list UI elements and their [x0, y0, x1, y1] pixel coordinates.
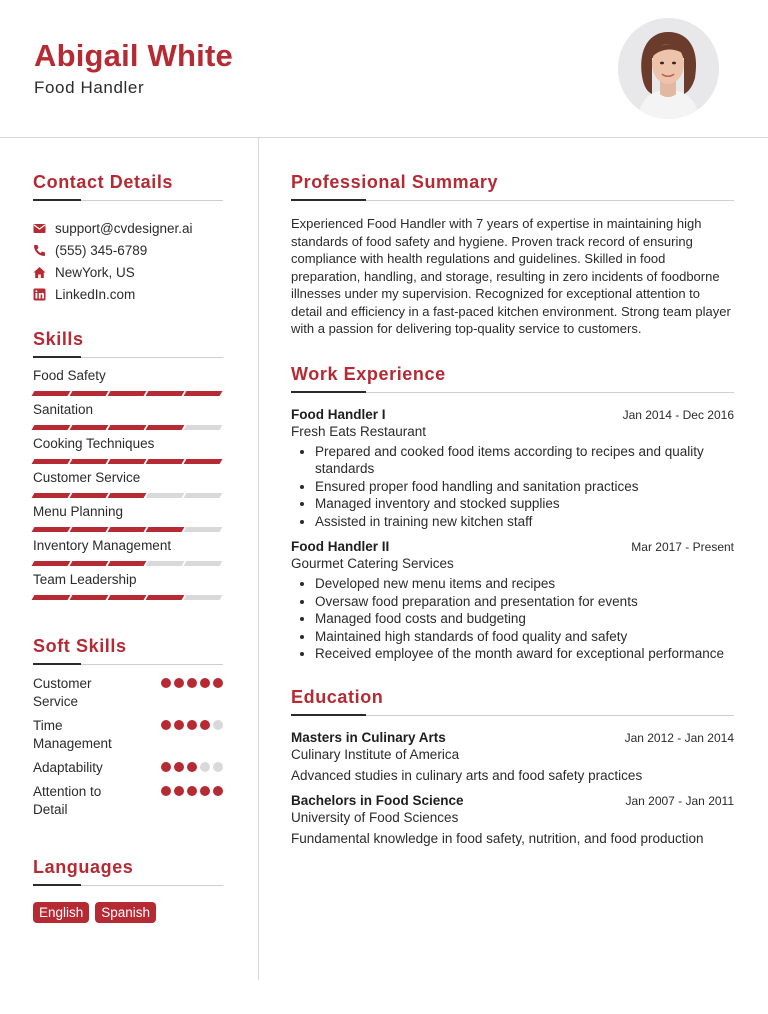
soft-skill-name: Customer Service: [33, 676, 92, 709]
skills-list: [33, 368, 223, 600]
skill-name: Food Safety: [33, 368, 106, 383]
language-tag: English: [33, 902, 89, 923]
contact-phone[interactable]: [33, 239, 223, 261]
soft-skill-item: [33, 759, 223, 777]
contact-section: [33, 172, 223, 305]
column-divider: [258, 138, 259, 980]
section-rule: [291, 714, 734, 716]
skill-level-segment: [70, 561, 109, 566]
skill-level-segment: [108, 425, 147, 430]
education-entry: [291, 730, 734, 783]
education-description: Advanced studies in culinary arts and food safety practices: [291, 767, 643, 783]
soft-skills-heading: Soft Skills: [33, 636, 127, 656]
rating-dot: [161, 720, 171, 730]
contact-location-text: NewYork, US: [55, 264, 135, 280]
language-list: [33, 902, 223, 923]
skill-level-segment: [184, 527, 223, 532]
skill-name: Menu Planning: [33, 504, 124, 519]
contact-email-text: support@cvdesigner.ai: [55, 220, 193, 236]
rating-dot: [161, 786, 171, 796]
summary-section: [291, 172, 734, 338]
section-rule: [33, 884, 223, 886]
experience-heading: Work Experience: [291, 363, 446, 384]
rating-dot: [187, 678, 197, 688]
contact-linkedin[interactable]: [33, 283, 223, 305]
skill-level-segment: [146, 425, 185, 430]
languages-section: [33, 857, 223, 923]
soft-skill-name: Adaptability: [33, 760, 103, 775]
education-date: Jan 2007 - Jan 2011: [625, 793, 734, 808]
skill-level-bar: [33, 425, 223, 430]
job-bullet: • Prepared and cooked food items according to recipes and quality standards: [315, 443, 734, 478]
rating-dot: [213, 678, 223, 688]
job-bullet: • Managed inventory and stocked supplies: [315, 495, 734, 513]
skill-level-segment: [108, 391, 147, 396]
skill-level-segment: [146, 595, 185, 600]
skill-name: Team Leadership: [33, 572, 137, 587]
right-column: [291, 138, 734, 846]
job-title: Food Handler II: [291, 539, 390, 554]
home-icon: [33, 266, 46, 279]
rating-dot: [161, 762, 171, 772]
summary-heading: Professional Summary: [291, 172, 499, 192]
soft-skill-name: Attention to Detail: [33, 784, 102, 817]
job-bullet: • Maintained high standards of food quality and safety: [315, 628, 734, 646]
left-column: [33, 138, 223, 923]
job-entry: [291, 539, 734, 663]
skill-level-segment: [108, 595, 147, 600]
skill-level-segment: [146, 561, 185, 566]
skills-section: [33, 329, 223, 600]
skill-name: Cooking Techniques: [33, 436, 155, 451]
skill-level-segment: [184, 595, 223, 600]
skill-level-segment: [32, 425, 71, 430]
education-date: Jan 2012 - Jan 2014: [624, 730, 734, 745]
skill-level-segment: [146, 493, 185, 498]
job-date: Mar 2017 - Present: [631, 540, 734, 554]
school-name: University of Food Sciences: [291, 809, 459, 825]
soft-skill-item: [33, 675, 223, 711]
skill-level-segment: [146, 527, 185, 532]
experience-section: [291, 364, 734, 663]
skill-level-segment: [70, 391, 109, 396]
education-entry: [291, 793, 734, 846]
soft-skill-rating: [158, 786, 223, 796]
skill-item: [33, 572, 223, 600]
job-title: Food Handler I: [291, 406, 386, 422]
skill-item: [33, 538, 223, 566]
skill-level-segment: [32, 595, 71, 600]
contact-email[interactable]: [33, 217, 223, 239]
school-name: Culinary Institute of America: [291, 746, 460, 762]
rating-dot: [187, 762, 197, 772]
skill-name: Customer Service: [33, 470, 141, 485]
soft-skill-item: [33, 783, 223, 819]
skill-level-segment: [184, 459, 223, 464]
skill-level-segment: [184, 425, 223, 430]
skill-level-segment: [32, 561, 71, 566]
skill-level-segment: [108, 527, 147, 532]
skill-item: [33, 368, 223, 396]
rating-dot: [174, 762, 184, 772]
skill-level-segment: [32, 459, 71, 464]
phone-icon: [33, 244, 46, 257]
job-bullet: • Managed food costs and budgeting: [315, 610, 734, 628]
soft-skill-name: Time Management: [33, 718, 112, 751]
skill-level-segment: [184, 391, 223, 396]
rating-dot: [174, 720, 184, 730]
rating-dot: [174, 786, 184, 796]
skill-level-segment: [108, 561, 147, 566]
candidate-title: Food Handler: [34, 78, 145, 97]
skill-level-bar: [33, 527, 223, 532]
rating-dot: [174, 678, 184, 688]
rating-dot: [200, 678, 210, 688]
section-rule: [33, 663, 223, 665]
job-bullets: [291, 443, 734, 531]
job-bullet: • Oversaw food preparation and presentation for events: [315, 593, 734, 611]
job-bullets: [291, 575, 734, 663]
languages-heading: Languages: [33, 857, 134, 877]
education-description: Fundamental knowledge in food safety, nutrition, and food production: [291, 830, 704, 846]
degree-title: Bachelors in Food Science: [291, 792, 464, 808]
skill-item: [33, 470, 223, 498]
job-bullet: • Received employee of the month award for exceptional performance: [315, 645, 734, 663]
skill-level-segment: [184, 493, 223, 498]
education-section: [291, 687, 734, 846]
section-rule: [33, 199, 223, 201]
soft-skills-section: [33, 636, 223, 819]
skill-level-segment: [32, 391, 71, 396]
profile-portrait-icon: [618, 18, 719, 119]
skill-level-segment: [32, 493, 71, 498]
soft-skill-item: [33, 717, 223, 753]
linkedin-icon: [33, 288, 46, 301]
section-rule: [291, 199, 734, 201]
skill-level-segment: [108, 493, 147, 498]
skill-level-segment: [32, 527, 71, 532]
contact-linkedin-text: LinkedIn.com: [55, 286, 136, 302]
skill-name: Inventory Management: [33, 538, 172, 553]
degree-title: Masters in Culinary Arts: [291, 729, 446, 745]
job-bullet: • Developed new menu items and recipes: [315, 575, 734, 593]
candidate-name: Abigail White: [34, 38, 233, 73]
rating-dot: [200, 786, 210, 796]
skill-level-segment: [70, 527, 109, 532]
contact-location: [33, 261, 223, 283]
job-company: Gourmet Catering Services: [291, 556, 454, 571]
skill-level-segment: [70, 459, 109, 464]
soft-skill-rating: [158, 762, 223, 772]
section-rule: [33, 356, 223, 358]
skill-name: Sanitation: [33, 402, 94, 417]
job-bullet: • Ensured proper food handling and sanitation practices: [315, 478, 734, 496]
skill-level-segment: [108, 459, 147, 464]
skill-level-segment: [70, 493, 109, 498]
rating-dot: [213, 720, 223, 730]
rating-dot: [213, 762, 223, 772]
skill-level-segment: [184, 561, 223, 566]
skill-level-bar: [33, 459, 223, 464]
skill-level-bar: [33, 561, 223, 566]
education-heading: Education: [291, 686, 384, 707]
soft-skill-rating: [158, 678, 223, 688]
soft-skills-list: [33, 675, 223, 819]
contact-heading: Contact Details: [33, 172, 174, 192]
job-entry: [291, 407, 734, 531]
language-tag: Spanish: [95, 902, 156, 923]
skill-item: [33, 402, 223, 430]
skill-item: [33, 504, 223, 532]
rating-dot: [187, 720, 197, 730]
section-rule: [291, 391, 734, 393]
profile-photo: [618, 18, 719, 119]
skill-item: [33, 436, 223, 464]
skill-level-segment: [70, 425, 109, 430]
rating-dot: [200, 762, 210, 772]
skill-level-segment: [146, 391, 185, 396]
skill-level-segment: [70, 595, 109, 600]
rating-dot: [187, 786, 197, 796]
contact-list: [33, 217, 223, 305]
rating-dot: [161, 678, 171, 688]
skill-level-bar: [33, 595, 223, 600]
email-icon: [33, 222, 46, 235]
skills-heading: Skills: [33, 329, 84, 349]
resume-header: [0, 0, 768, 138]
skill-level-bar: [33, 391, 223, 396]
contact-phone-text: (555) 345-6789: [55, 242, 148, 258]
rating-dot: [213, 786, 223, 796]
rating-dot: [200, 720, 210, 730]
job-date: Jan 2014 - Dec 2016: [622, 407, 734, 422]
skill-level-bar: [33, 493, 223, 498]
summary-text: Experienced Food Handler with 7 years of expertise in maintaining high standards of food safety and hygiene. Proven track record of ensuring compliance with health regulations and guidelines. Skilled in food preparation, handling, and storage, resulting in zero incidents of foodborne illnesses under my supervision. Recognized for exceptional attention to detail and efficiency in a fast-paced kitchen environment. Strong team player with a passion for delivering top-quality service to customers.: [291, 216, 731, 336]
job-bullet: • Assisted in training new kitchen staff: [315, 513, 734, 531]
skill-level-segment: [146, 459, 185, 464]
soft-skill-rating: [158, 720, 223, 730]
job-company: Fresh Eats Restaurant: [291, 423, 427, 439]
